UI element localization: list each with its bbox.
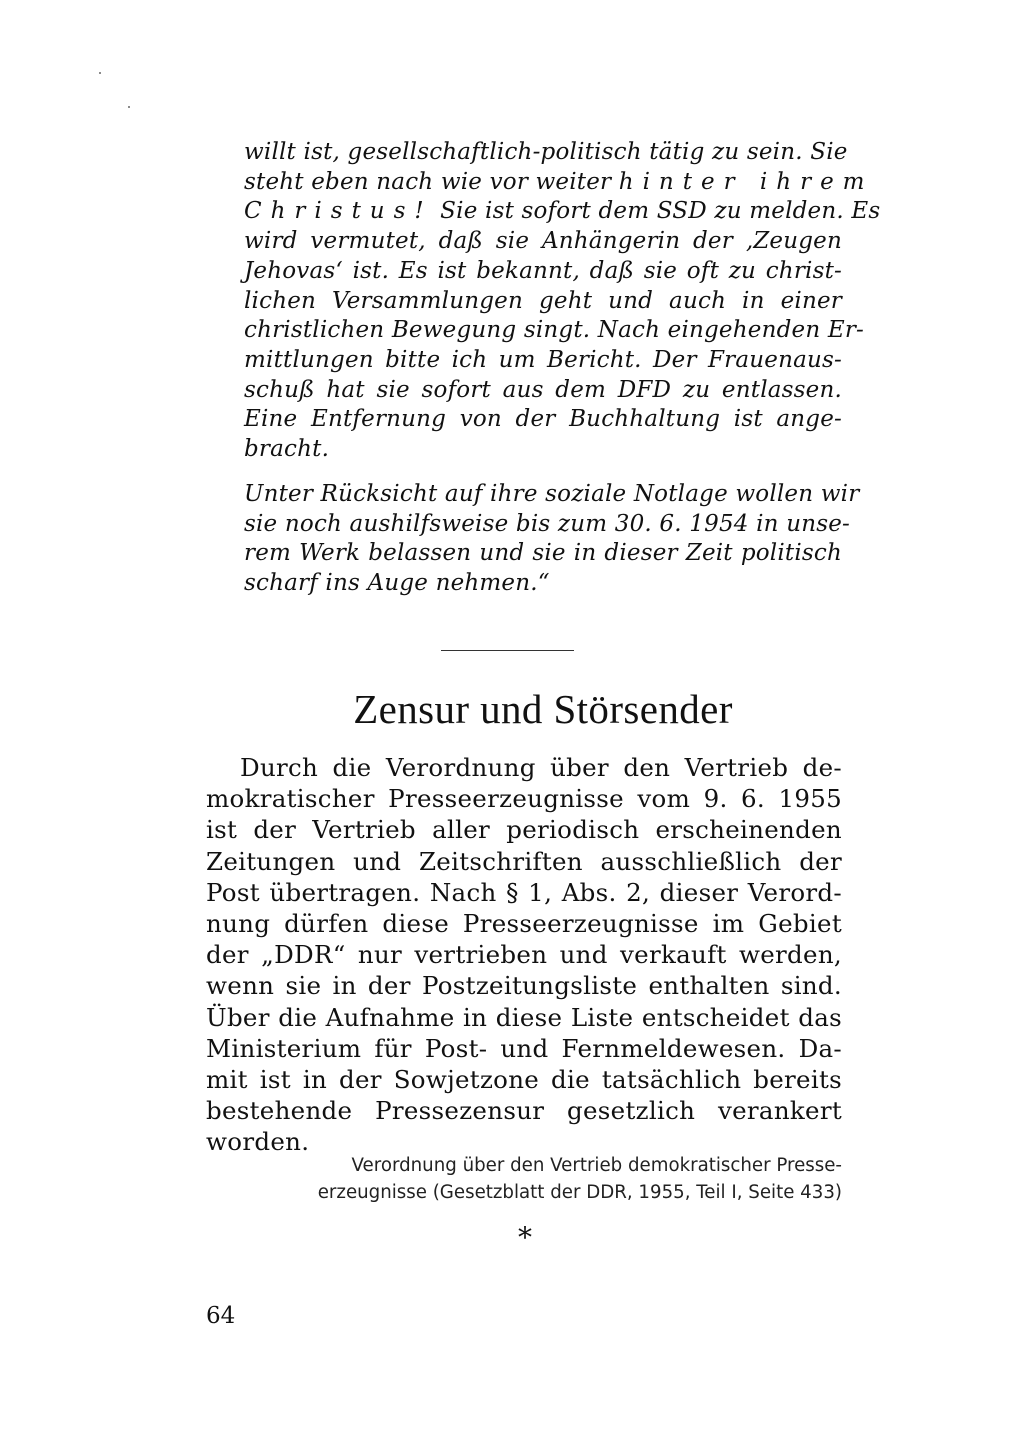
source-line: Verordnung über den Vertrieb demokratischer Presse- <box>351 1155 842 1176</box>
quote-line: christlichen Bewegung singt. Nach eingehenden Er- <box>244 317 864 344</box>
quote-line: Unter Rücksicht auf ihre soziale Notlage wollen wir <box>244 481 860 507</box>
quote-line: Eine Entfernung von der Buchhaltung ist ange- <box>244 406 842 433</box>
body-line: nung dürfen diese Presseerzeugnisse im Gebiet <box>206 909 842 939</box>
body-line: Ministerium für Post- und Fernmeldewesen. Da- <box>206 1033 842 1063</box>
body-line: ist der Vertrieb aller periodisch erscheinenden <box>206 815 842 845</box>
quote-line: Christus! Sie ist sofort dem SSD zu melden. Es <box>244 198 881 225</box>
body-line: mokratischer Presseerzeugnisse vom 9. 6. 1955 <box>206 784 842 814</box>
body-line: bestehende Pressezensur gesetzlich verankert <box>206 1096 842 1126</box>
page-number: 64 <box>206 1303 236 1329</box>
quote-line: willt ist, gesellschaftlich-politisch tätig zu sein. Sie <box>244 139 848 165</box>
emphasis-spaced: Christus! <box>244 198 433 225</box>
scan-speck <box>99 72 101 74</box>
body-line: Zeitungen und Zeitschriften ausschließlich der <box>206 846 842 876</box>
quote-line: mittlungen bitte ich um Bericht. Der Frauenaus- <box>244 346 842 373</box>
source-line: erzeugnisse (Gesetzblatt der DDR, 1955, Teil I, Seite 433) <box>317 1182 842 1203</box>
quote-line: Jehovas‘ ist. Es ist bekannt, daß sie oft zu christ- <box>244 257 842 284</box>
body-paragraph <box>206 752 842 1158</box>
body-line: worden. <box>206 1127 310 1157</box>
quote-paragraph-1 <box>244 138 881 465</box>
quote-line: rem Werk belassen und sie in dieser Zeit politisch <box>244 540 842 567</box>
quote-line: steht eben nach wie vor weiter hinter ihrem <box>244 168 874 195</box>
body-line: mit ist in der Sowjetzone die tatsächlich bereits <box>206 1065 842 1095</box>
body-line: Durch die Verordnung über den Vertrieb de- <box>240 753 842 782</box>
body-line: Post übertragen. Nach § 1, Abs. 2, dieser Verord- <box>206 877 842 907</box>
scan-speck <box>128 106 130 108</box>
quote-line: lichen Versammlungen geht und auch in einer <box>244 287 842 314</box>
quote-paragraph-2 <box>244 480 860 599</box>
section-heading: Zensur und Störsender <box>353 686 733 732</box>
body-line: Über die Aufnahme in diese Liste entscheidet das <box>206 1002 842 1032</box>
body-line: der „DDR“ nur vertrieben und verkauft werden, <box>206 940 842 970</box>
quote-line: wird vermutet, daß sie Anhängerin der ‚Zeugen <box>244 228 842 255</box>
source-note <box>244 1152 842 1206</box>
emphasis-spaced: hinter ihrem <box>618 168 874 195</box>
quote-line: scharf ins Auge nehmen.“ <box>244 570 550 597</box>
quote-line: sie noch aushilfsweise bis zum 30. 6. 1954 in unse- <box>244 510 851 537</box>
section-divider <box>441 650 574 651</box>
body-line: wenn sie in der Postzeitungsliste enthalten sind. <box>206 971 842 1001</box>
section-separator-asterisk: * <box>518 1221 532 1254</box>
quote-line: bracht. <box>244 436 330 463</box>
quote-line: schuß hat sie sofort aus dem DFD zu entlassen. <box>244 376 842 403</box>
